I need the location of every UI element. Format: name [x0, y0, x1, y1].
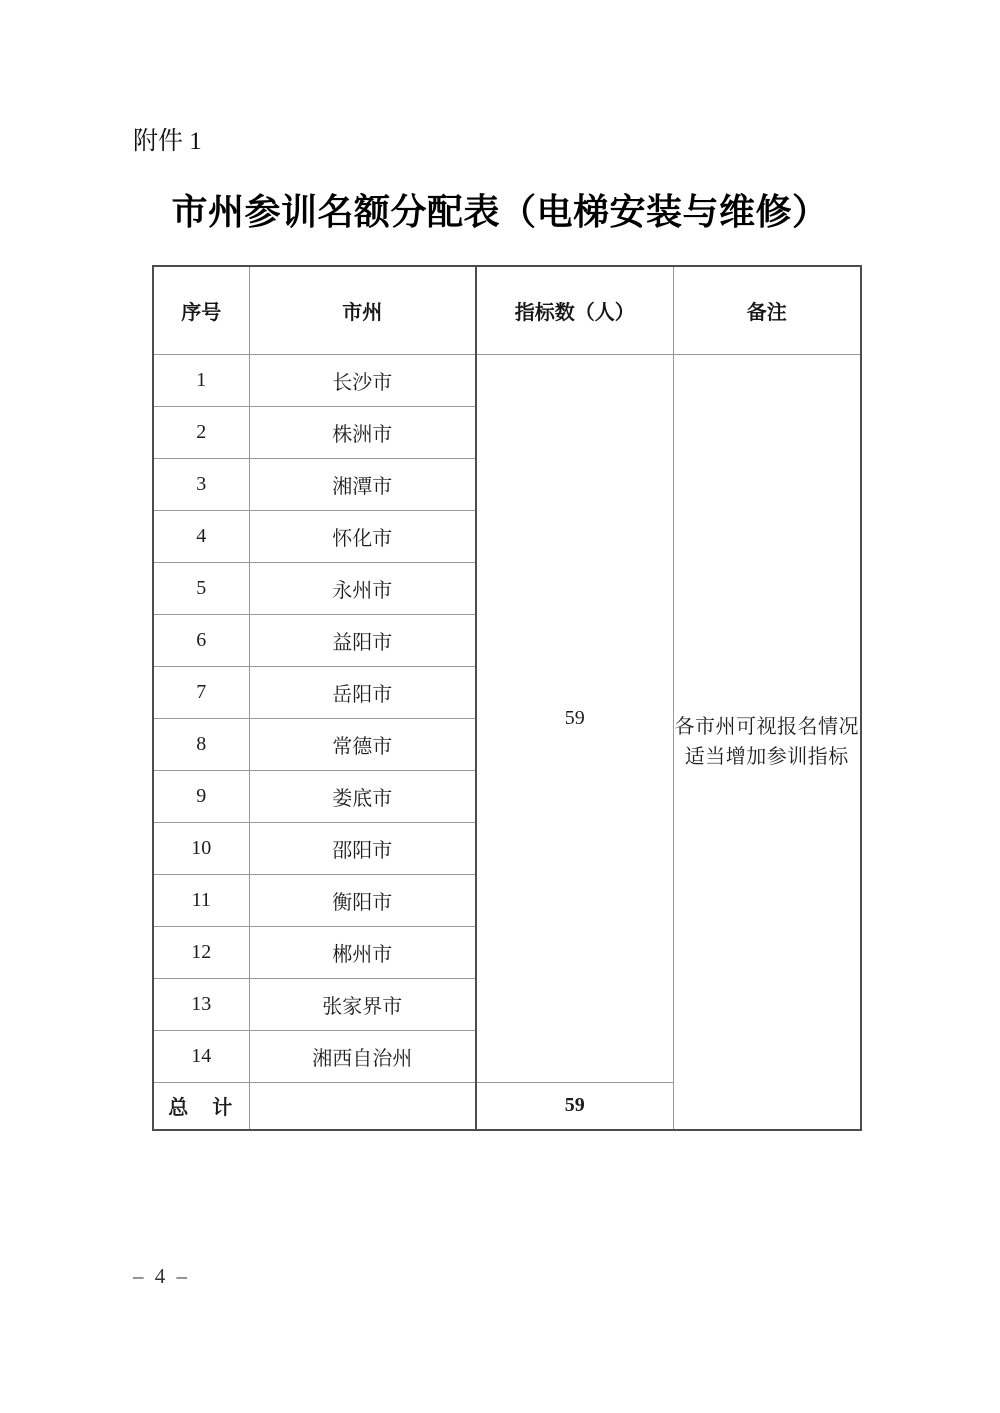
header-remark: 备注	[673, 266, 861, 354]
row-seq: 2	[153, 406, 249, 458]
page-title: 市州参训名额分配表（电梯安装与维修）	[171, 192, 829, 232]
row-city: 益阳市	[249, 614, 476, 666]
quota-table	[152, 265, 862, 1131]
row-city: 衡阳市	[249, 874, 476, 926]
row-city: 株洲市	[249, 406, 476, 458]
row-city: 邵阳市	[249, 822, 476, 874]
row-seq: 7	[153, 666, 249, 718]
total-city-empty	[249, 1082, 476, 1130]
remark-line: 适当增加参训指标	[684, 745, 849, 768]
row-city: 湘潭市	[249, 458, 476, 510]
total-quota: 59	[476, 1082, 673, 1130]
row-seq: 12	[153, 926, 249, 978]
remark-merged-cell	[673, 354, 861, 1130]
quota-merged-cell: 59	[476, 354, 673, 1082]
row-city: 长沙市	[249, 354, 476, 406]
page-number: – 4 –	[133, 1264, 190, 1288]
row-city: 湘西自治州	[249, 1030, 476, 1082]
row-seq: 6	[153, 614, 249, 666]
row-city: 常德市	[249, 718, 476, 770]
remark-line: 各市州可视报名情况	[674, 715, 859, 738]
row-seq: 10	[153, 822, 249, 874]
table-row	[153, 354, 861, 406]
row-city: 张家界市	[249, 978, 476, 1030]
row-seq: 4	[153, 510, 249, 562]
row-seq: 14	[153, 1030, 249, 1082]
header-quota: 指标数（人）	[476, 266, 673, 354]
row-city: 郴州市	[249, 926, 476, 978]
row-seq: 1	[153, 354, 249, 406]
row-seq: 5	[153, 562, 249, 614]
row-city: 永州市	[249, 562, 476, 614]
row-seq: 9	[153, 770, 249, 822]
row-city: 娄底市	[249, 770, 476, 822]
row-seq: 3	[153, 458, 249, 510]
total-label: 总 计	[153, 1082, 249, 1130]
row-seq: 8	[153, 718, 249, 770]
header-seq: 序号	[153, 266, 249, 354]
table-header-row	[153, 266, 861, 354]
attachment-label: 附件 1	[133, 128, 202, 155]
header-city: 市州	[249, 266, 476, 354]
row-seq: 11	[153, 874, 249, 926]
row-city: 岳阳市	[249, 666, 476, 718]
row-city: 怀化市	[249, 510, 476, 562]
row-seq: 13	[153, 978, 249, 1030]
